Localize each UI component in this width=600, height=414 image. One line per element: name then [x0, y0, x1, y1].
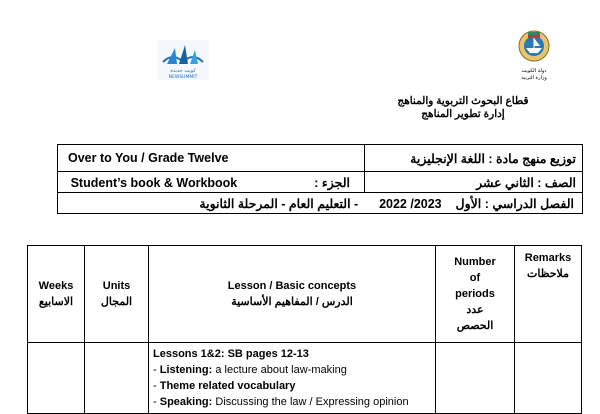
lesson-item-speaking-text: Discussing the law / Expressing opinion	[212, 396, 409, 408]
grade-label: الصف : الثاني عشر	[365, 172, 583, 193]
education-stage: - التعليم العام - المرحلة الثانوية	[199, 196, 359, 211]
dept-line-1: قطاع البحوث التربوية والمناهج	[397, 95, 529, 107]
lesson-item-listening-label: Listening:	[159, 364, 213, 376]
periods-header-ar1: عدد	[466, 304, 484, 316]
course-title: Over to You / Grade Twelve	[58, 145, 365, 172]
newsummit-logo	[157, 40, 209, 80]
weeks-header	[28, 246, 85, 343]
remarks-header-ar: ملاحظات	[527, 268, 569, 280]
semester-label: الفصل الدراسي : الأول	[455, 196, 574, 211]
svg-text:NEWSUMMIT: NEWSUMMIT	[168, 75, 198, 80]
remarks-header-en: Remarks	[524, 252, 572, 264]
periods-cell	[436, 343, 515, 414]
lesson-item-speaking-label: Speaking:	[159, 396, 213, 408]
units-header-en: Units	[102, 280, 131, 292]
book-and-part	[58, 172, 365, 193]
lesson-item-listening: - Listening: a lecture about law-making	[153, 364, 347, 376]
periods-header-l3: periods	[455, 288, 495, 300]
lesson-item-vocabulary-label: Theme related vocabulary	[159, 380, 296, 392]
units-cell	[85, 343, 149, 414]
semester-row	[58, 193, 583, 214]
periods-header-l1: Number	[454, 256, 496, 268]
lesson-header-ar: الدرس / المفاهيم الأساسية	[231, 296, 353, 308]
lesson-item-vocabulary: - Theme related vocabulary	[153, 380, 296, 392]
part-label: الجزء :	[314, 175, 350, 190]
svg-text:وزارة التربية: وزارة التربية	[521, 75, 547, 81]
lesson-cell	[149, 343, 436, 414]
periods-header-l2: of	[469, 272, 481, 284]
lesson-header-en: Lesson / Basic concepts	[227, 280, 357, 292]
periods-header	[436, 246, 515, 343]
kuwait-emblem-icon	[516, 28, 552, 88]
curriculum-info-table	[57, 144, 583, 214]
svg-text:كويت جديدة: كويت جديدة	[170, 68, 196, 74]
units-header	[85, 246, 149, 343]
periods-header-ar2: الحصص	[456, 320, 494, 332]
book-title: Student’s book & Workbook	[70, 175, 238, 190]
lesson-item-speaking: - Speaking: Discussing the law / Expressing opinion	[153, 396, 409, 408]
subject-title-ar: توزيع منهج مادة : اللغة الإنجليزية	[365, 145, 583, 172]
lesson-header	[149, 246, 436, 343]
lesson-title: Lessons 1&2: SB pages 12-13	[153, 348, 309, 360]
remarks-cell	[515, 343, 582, 414]
dept-line-2: إدارة تطوير المناهج	[421, 108, 505, 120]
remarks-header	[515, 246, 582, 343]
weeks-header-en: Weeks	[38, 280, 74, 292]
academic-year: 2022 /2023	[379, 196, 442, 211]
distribution-table	[27, 245, 582, 414]
units-header-ar: المجال	[100, 296, 133, 308]
svg-text:دولة الكويت: دولة الكويت	[521, 68, 547, 74]
weeks-header-ar: الاسابيع	[38, 296, 74, 308]
weeks-cell	[28, 343, 85, 414]
table-row	[28, 343, 582, 414]
department-heading	[378, 95, 548, 121]
lesson-item-listening-text: a lecture about law-making	[212, 364, 347, 376]
